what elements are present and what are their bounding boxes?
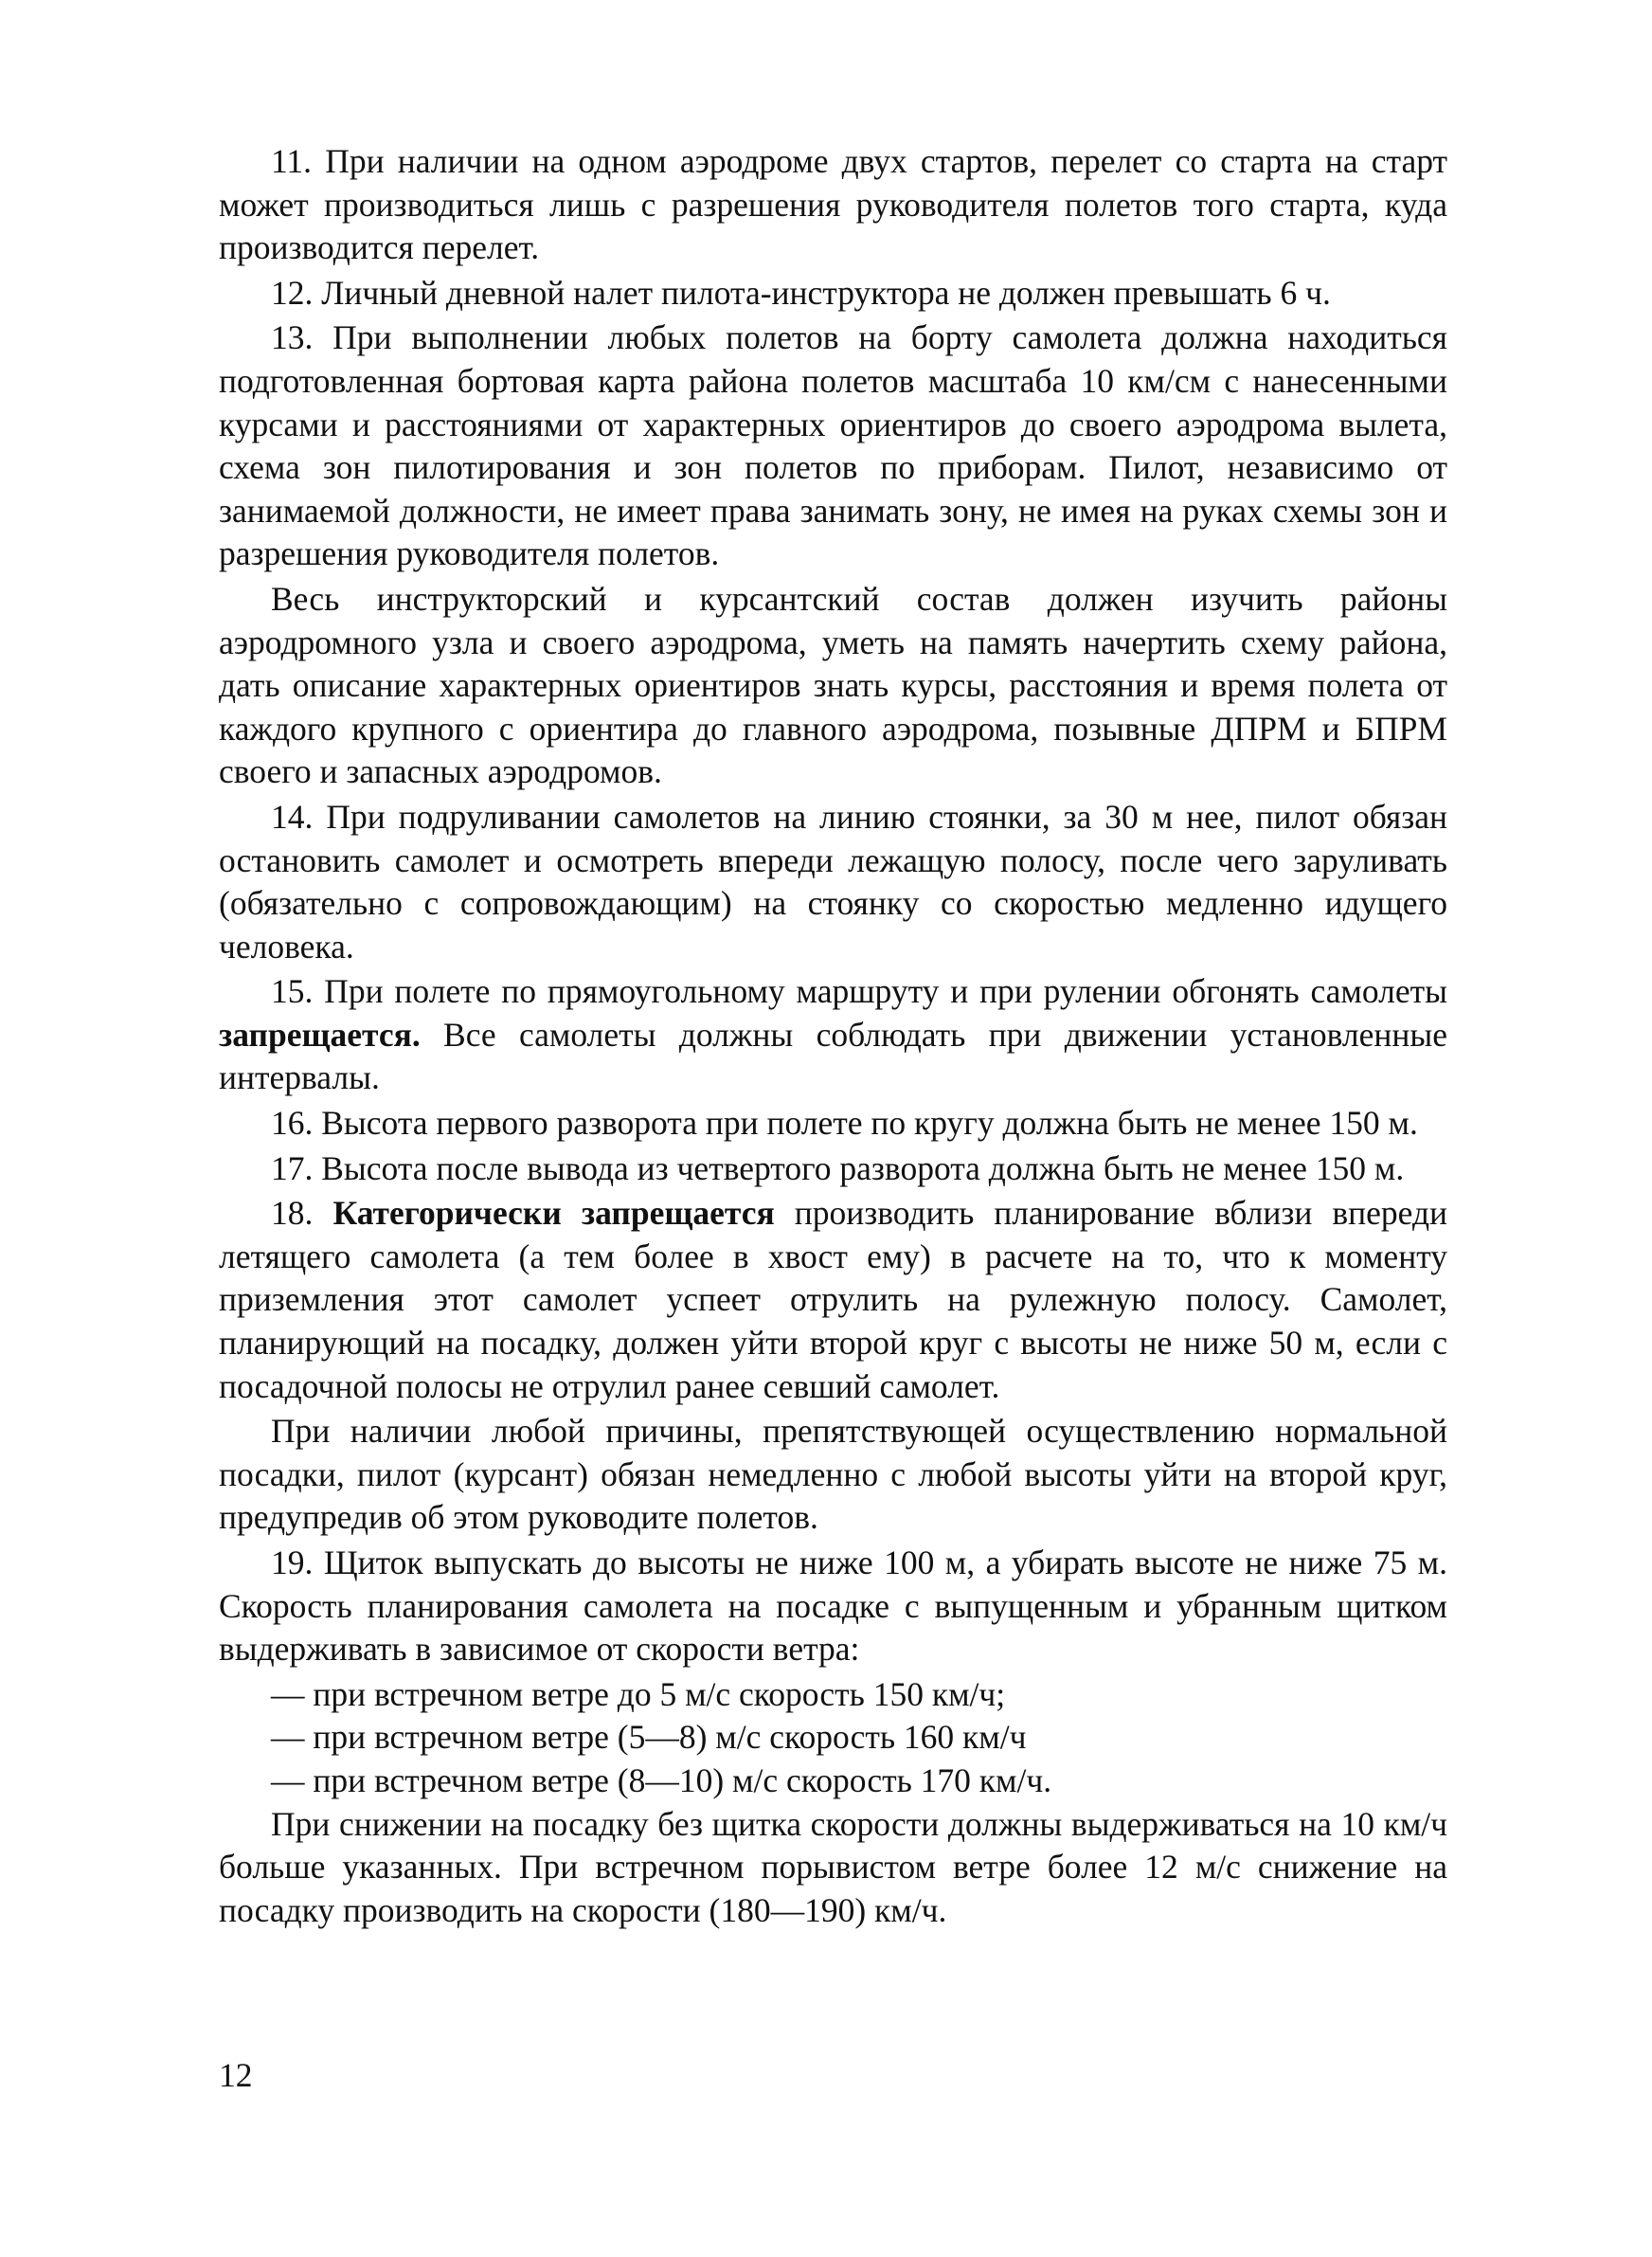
wind-speed-list-item: — при встречном ветре (5—8) м/с скорость 160 км/ч	[271, 1718, 1027, 1757]
paragraph-12: 12. Личный дневной налет пилота-инструктора не должен превышать 6 ч.	[271, 273, 1331, 312]
paragraph-15-rest: Все самолеты должны соблюдать при движении установленные интервалы.	[219, 1015, 1447, 1097]
paragraph-11: 11. При наличии на одном аэродроме двух стартов, перелет со старта на старт может производиться лишь с разрешения руководителя полетов того старта, куда производится перелет.	[219, 142, 1447, 267]
wind-speed-list-item: — при встречном ветре до 5 м/с скорость 150 км/ч;	[271, 1674, 1006, 1713]
paragraph-18	[219, 1192, 1447, 1408]
paragraph-19-continuation: При снижении на посадку без щитка скорости должны выдерживаться на 10 км/ч больше указанных. При встречном порывистом ветре более 12 м/с снижение на посадку производить на скорости (180—190) км/ч.	[219, 1804, 1447, 1929]
paragraph-14: 14. При подруливании самолетов на линию стоянки, за 30 м нее, пилот обязан остановить самолет и осмотреть впереди лежащую полосу, после чего заруливать (обязательно с сопровождающим) на стоянку со скоростью медленно идущего человека.	[219, 797, 1447, 966]
paragraph-15-lead: 15. При полете по прямоугольному маршруту и при рулении обгонять самолеты	[271, 972, 1447, 1011]
paragraph-17: 17. Высота после вывода из четвертого разворота должна быть не менее 150 м.	[271, 1148, 1405, 1187]
paragraph-18-rest: производить планирование вблизи впереди летящего самолета (а тем более в хвост ему) в расчете на то, что к моменту приземления этот самолет успеет отрулить на рулежную полосу. Самолет, планирующий на посадку, должен уйти второй круг с высоты не ниже 50 м, если с посадочной полосы не отрулил ранее севший самолет.	[219, 1194, 1448, 1405]
paragraph-15	[219, 970, 1447, 1100]
paragraph-15-emphasis: запрещается.	[219, 1015, 421, 1054]
paragraph-19: 19. Щиток выпускать до высоты не ниже 100 м, а убирать высоте не ниже 75 м. Скорость планирования самолета на посадке с выпущенным и убранным щитком выдерживать в зависимое от скорости ветра:	[219, 1544, 1447, 1669]
paragraph-13: 13. При выполнении любых полетов на борту самолета должна находиться подготовленная бортовая карта района полетов масштаба 10 км/см с нанесенными курсами и расстояниями от характерных ориентиров до своего аэродрома вылета, схема зон пилотирования и зон полетов по приборам. Пилот, независимо от занимаемой должности, не имеет права занимать зону, не имея на руках схемы зон и разрешения руководителя полетов.	[219, 318, 1447, 573]
paragraph-16: 16. Высота первого разворота при полете по кругу должна быть не менее 150 м.	[271, 1104, 1418, 1143]
paragraph-18-continuation: При наличии любой причины, препятствующей осуществлению нормальной посадки, пилот (курсант) обязан немедленно с любой высоты уйти на второй круг, предупредив об этом руководите полетов.	[219, 1412, 1447, 1537]
paragraph-18-number: 18.	[271, 1194, 333, 1233]
paragraph-13-continuation: Весь инструкторский и курсантский состав должен изучить районы аэродромного узла и своего аэродрома, уметь на память начертить схему района, дать описание характерных ориентиров знать курсы, расстояния и время полета от каждого крупного с ориентира до главного аэродрома, позывные ДПРМ и БПРМ своего и запасных аэродромов.	[219, 579, 1447, 791]
page-number: 12	[219, 2056, 253, 2094]
paragraph-18-emphasis: Категорически запрещается	[332, 1194, 775, 1233]
body-text	[219, 140, 1447, 1934]
wind-speed-list-item: — при встречном ветре (8—10) м/с скорость 170 км/ч.	[271, 1760, 1052, 1799]
